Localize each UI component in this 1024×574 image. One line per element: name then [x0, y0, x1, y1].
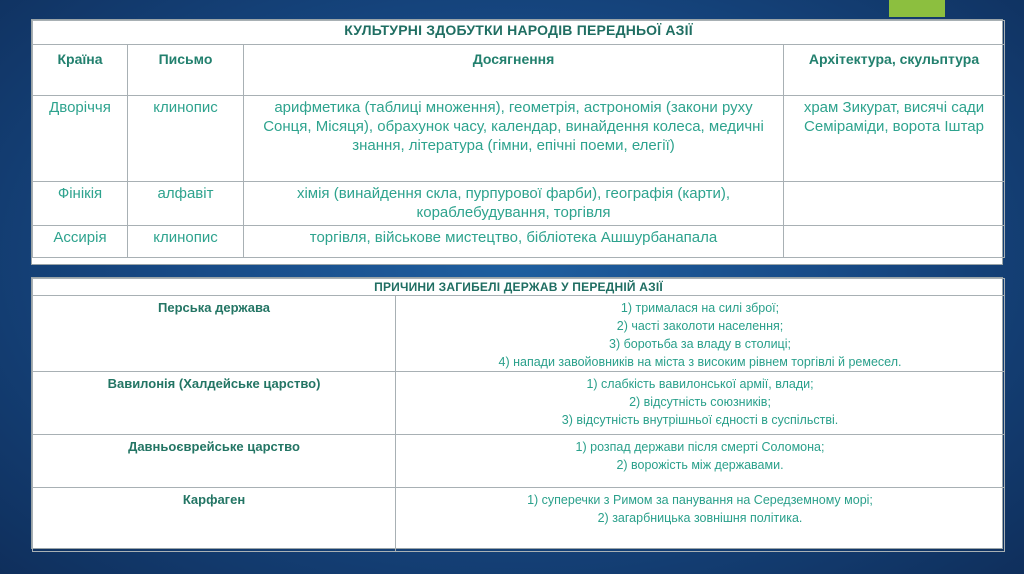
cell-country: Дворіччя [33, 96, 128, 182]
cell-causes [396, 372, 1005, 435]
table-row [33, 372, 1005, 435]
cell-writing: клинопис [128, 226, 244, 258]
causes-table [32, 278, 1005, 552]
table-row [33, 488, 1005, 552]
cause-line: 3) боротьба за владу в столиці; [609, 337, 791, 351]
cause-line: 2) відсутність союзників; [629, 395, 771, 409]
culture-table-panel [31, 19, 1003, 265]
table-row [33, 296, 1005, 372]
table-row [33, 435, 1005, 488]
cell-architecture: храм Зикурат, висячі сади Семіраміди, ворота Іштар [784, 96, 1005, 182]
cause-line: 1) розпад держави після смерті Соломона; [575, 440, 825, 454]
cause-line: 1) трималася на силі зброї; [620, 301, 780, 315]
table-row [33, 182, 1005, 226]
cell-causes [396, 488, 1005, 552]
cell-state: Перська держава [33, 296, 396, 372]
cell-architecture [784, 182, 1005, 226]
cause-line: 1) суперечки з Римом за панування на Середземному морі; [527, 493, 873, 507]
table-row [33, 226, 1005, 258]
header-country: Країна [33, 45, 128, 96]
cell-achievements: торгівля, військове мистецтво, бібліотека Ашшурбанапала [244, 226, 784, 258]
cell-achievements: хімія (винайдення скла, пурпурової фарби), географія (карти), кораблебудування, торгівля [244, 182, 784, 226]
causes-table-panel [31, 277, 1003, 549]
accent-bar [889, 0, 945, 17]
cause-line: 1) слабкість вавилонської армії, влади; [586, 377, 814, 391]
cell-country: Фінікія [33, 182, 128, 226]
causes-table-title: ПРИЧИНИ ЗАГИБЕЛІ ДЕРЖАВ У ПЕРЕДНІЙ АЗІЇ [33, 279, 1005, 296]
cause-line: 2) загарбницька зовнішня політика. [597, 511, 803, 525]
cause-line: 2) часті заколоти населення; [616, 319, 784, 333]
cell-writing: клинопис [128, 96, 244, 182]
cause-line: 2) ворожість між державами. [616, 458, 784, 472]
cell-causes [396, 435, 1005, 488]
cell-writing: алфавіт [128, 182, 244, 226]
cause-line: 3) відсутність внутрішньої єдності в суспільстві. [561, 413, 839, 427]
cell-architecture [784, 226, 1005, 258]
cell-causes [396, 296, 1005, 372]
header-writing: Письмо [128, 45, 244, 96]
cell-state: Вавилонія (Халдейське царство) [33, 372, 396, 435]
cell-state: Карфаген [33, 488, 396, 552]
culture-table-header [33, 45, 1005, 96]
culture-table-title: КУЛЬТУРНІ ЗДОБУТКИ НАРОДІВ ПЕРЕДНЬОЇ АЗІЇ [33, 21, 1005, 45]
header-architecture: Архітектура, скульптура [784, 45, 1005, 96]
table-row [33, 96, 1005, 182]
cell-achievements: арифметика (таблиці множення), геометрія, астрономія (закони руху Сонця, Місяця), обрахунок часу, календар, винайдення колеса, медичні знання, література (гімни, епічні поеми, елегії) [244, 96, 784, 182]
culture-table [32, 20, 1005, 258]
cell-country: Ассирія [33, 226, 128, 258]
cause-line: 4) напади завойовників на міста з високим рівнем торгівлі й ремесел. [498, 355, 902, 369]
header-achievements: Досягнення [244, 45, 784, 96]
cell-state: Давньоєврейське царство [33, 435, 396, 488]
